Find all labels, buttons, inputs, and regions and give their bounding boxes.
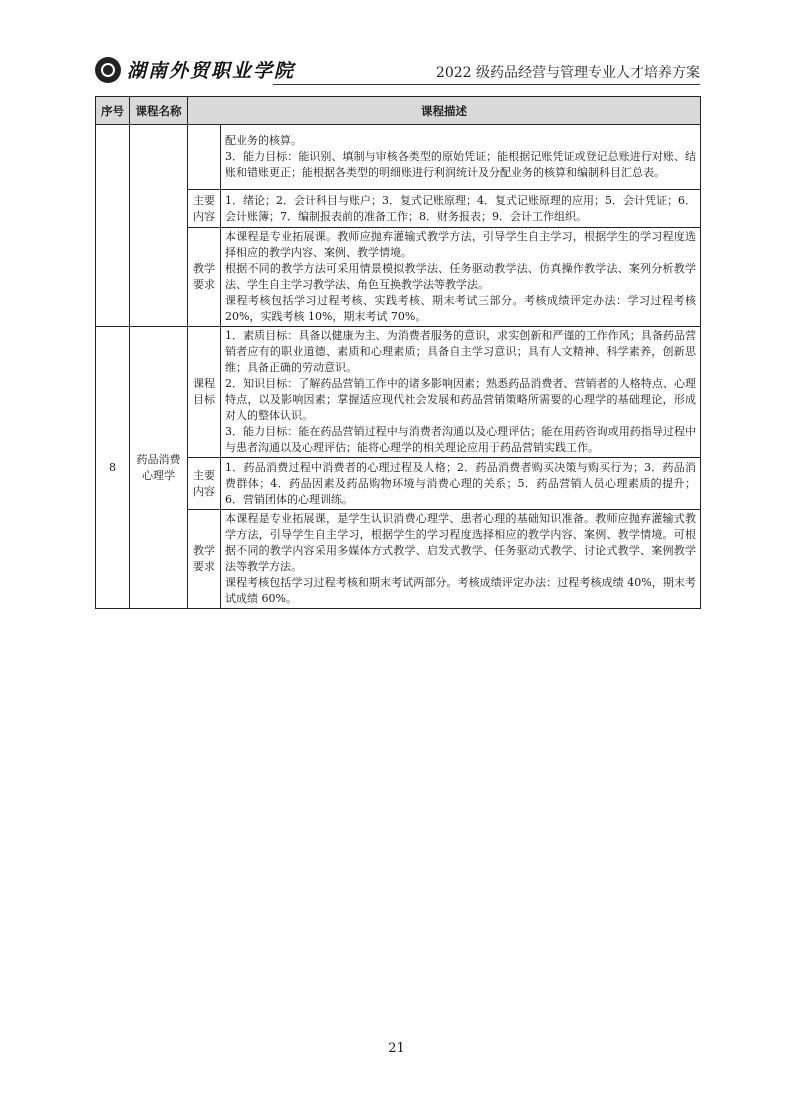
description-cell [221, 228, 701, 327]
description-paragraph: 3．能力目标：能在药品营销过程中与消费者沟通以及心理评估；能在用药咨询或用药指导过程中与患者沟通以及心理评估；能将心理学的相关理论应用于药品营销实践工作。 [225, 425, 696, 454]
description-paragraph: 1．绪论；2．会计科目与账户；3．复式记账原理；4．复式记账原理的应用；5．会计凭证；6．会计账簿；7．编制报表前的准备工作；8．财务报表；9．会计工作组织。 [225, 193, 696, 223]
description-cell [221, 458, 701, 510]
row-label-main-content: 主要 内容 [188, 190, 221, 228]
description-paragraph: 本课程是专业拓展课，是学生认识消费心理学、患者心理的基础知识准备。教师应抛弃灌输式教学方法，引导学生自主学习，根据学生的学习程度选择相应的教学内容、案例、教学情境。可根据不同的教学内容采用多媒体方式教学、启发式教学、任务驱动式教学、讨论式教学、案例教学法等教学方法。 [225, 512, 696, 573]
college-name: 湖南外贸职业学院 [127, 60, 296, 82]
column-header-course-name: 课程名称 [130, 97, 188, 125]
course-number-cell: 8 [96, 327, 130, 609]
table-row [96, 125, 701, 190]
row-label-cell [188, 125, 221, 190]
document-title: 2022 级药品经营与管理专业人才培养方案 [435, 65, 700, 81]
column-header-number: 序号 [96, 97, 130, 125]
college-logo [95, 56, 295, 83]
table-header-row [96, 97, 701, 125]
row-label-teaching-requirements: 教学 要求 [188, 228, 221, 327]
description-paragraph: 3．能力目标：能识别、填制与审核各类型的原始凭证；能根据记账凭证或登记总账进行对账、结账和错账更正；能根据各类型的明细账进行利润统计及分配业务的核算和编制科目汇总表。 [225, 150, 696, 179]
description-cell [221, 327, 701, 458]
row-label-teaching-requirements: 教学 要求 [188, 510, 221, 609]
description-cell [221, 125, 701, 190]
page-number: 21 [388, 1041, 405, 1056]
row-label-course-objectives: 课程 目标 [188, 327, 221, 458]
course-name-cell [130, 125, 188, 327]
header-divider [273, 84, 700, 85]
description-paragraph: 1．药品消费过程中消费者的心理过程及人格；2．药品消费者购买决策与购买行为；3．药品消费群体；4．药品因素及药品购物环境与消费心理的关系；5．药品营销人员心理素质的提升；6．营销团体的心理训练。 [225, 460, 696, 506]
column-header-description: 课程描述 [188, 97, 701, 125]
description-paragraph: 课程考核包括学习过程考核和期末考试两部分。考核成绩评定办法：过程考核成绩 40%，期末考试成绩 60%。 [225, 576, 696, 605]
description-paragraph: 本课程是专业拓展课。教师应抛弃灌输式教学方法，引导学生自主学习，根据学生的学习程度选择相应的教学内容、案例、教学情境。 [225, 230, 696, 259]
college-seal-icon [95, 57, 121, 83]
description-cell [221, 510, 701, 609]
description-paragraph: 课程考核包括学习过程考核、实践考核、期末考试三部分。考核成绩评定办法：学习过程考核 20%，实践考核 10%，期末考试 70%。 [225, 294, 696, 323]
table-row [96, 327, 701, 458]
description-paragraph: 根据不同的教学方法可采用情景模拟教学法、任务驱动教学法、仿真操作教学法、案列分析教学法、学生自主学习教学法、角色互换教学法等教学法。 [225, 262, 696, 291]
row-label-main-content: 主要 内容 [188, 458, 221, 510]
course-name-cell: 药品消费 心理学 [130, 327, 188, 609]
page-header [95, 56, 700, 88]
description-paragraph: 1．素质目标：具备以健康为主、为消费者服务的意识，求实创新和严谨的工作作风；具备药品营销者应有的职业道德、素质和心理素质；具备自主学习意识；具有人文精神、科学素养，创新思维；具备正确的劳动意识。 [225, 329, 696, 374]
description-paragraph: 2．知识目标：了解药品营销工作中的诸多影响因素；熟悉药品消费者、营销者的人格特点、心理特点，以及影响因素；掌握适应现代社会发展和药品营销策略所需要的心理学的基础理论，形成对人的整体认识。 [225, 377, 696, 422]
description-paragraph: 配业务的核算。 [225, 134, 302, 147]
description-cell [221, 190, 701, 228]
course-number-cell [96, 125, 130, 327]
course-table [95, 96, 701, 609]
